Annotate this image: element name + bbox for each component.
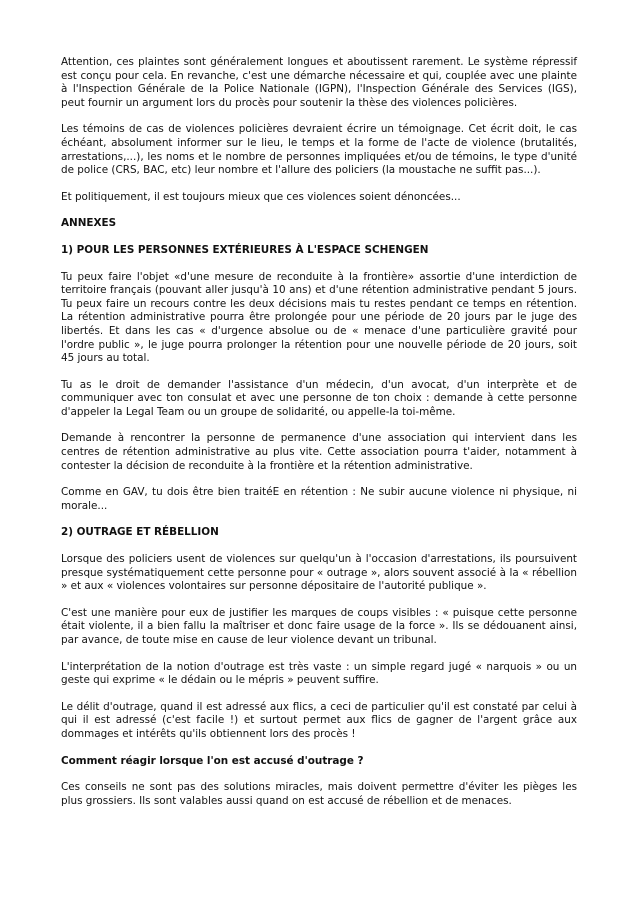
paragraph-droits: Tu as le droit de demander l'assistance d'un médecin, d'un avocat, d'un interprète et de communiquer avec ton consulat et avec une personne de ton choix : demande à cette personne d'appeler la Legal Team ou un groupe de solidarité, ou appelle-la toi-même. [61, 378, 577, 418]
paragraph-plaintes: Attention, ces plaintes sont généralement longues et aboutissent rarement. Le système répressif est conçu pour cela. En revanche, c'est une démarche nécessaire et qui, couplée avec une plainte à l'Inspection Générale de la Police Nationale (IGPN), l'Inspection Générale des Services (IGS), peut fournir un argument lors du procès pour soutenir la thèse des violences policières. [61, 56, 577, 109]
paragraph-interpretation: L'interprétation de la notion d'outrage est très vaste : un simple regard jugé « narquois » ou un geste qui exprime « le dédain ou le mépris » peuvent suffire. [61, 660, 577, 687]
heading-comment-reagir: Comment réagir lorsque l'on est accusé d'outrage ? [61, 754, 364, 767]
paragraph-temoins: Les témoins de cas de violences policières devraient écrire un témoignage. Cet écrit doit, le cas échéant, absolument informer sur le lieu, le temps et la forme de l'acte de violence (brutalités, arrestations,...), les noms et le nombre de personnes impliquées et/ou de témoins, le type d'unité de police (CRS, BAC, etc) leur nombre et l'allure des policiers (la moustache ne suffit pas...). [61, 123, 577, 177]
paragraph-association: Demande à rencontrer la personne de permanence d'une association qui intervient dans les centres de rétention administrative au plus vite. Cette association pourra t'aider, notamment à contester la décision de reconduite à la frontière et la rétention administrative. [61, 432, 577, 472]
heading-outrage: 2) OUTRAGE ET RÉBELLION [61, 526, 219, 539]
paragraph-reconduite: Tu peux faire l'objet «d'une mesure de reconduite à la frontière» assortie d'une interdiction de territoire français (pouvant aller jusqu'à 10 ans) et d'une rétention administrative pendant 5 jours. Tu peux faire un recours contre les deux décisions mais tu restes pendant ce temps en rétention. La rétention administrative pourra être prolongée pour une période de 20 jours par le juge des libertés. Et dans les cas « d'urgence absolue ou de « menace d'une particulière gravité pour l'ordre public », le juge pourra prolonger la rétention pour une nouvelle période de 20 jours, soit 45 jours au total. [61, 270, 577, 365]
heading-annexes: ANNEXES [61, 217, 117, 230]
paragraph-delit: Le délit d'outrage, quand il est adressé aux flics, a ceci de particulier qu'il est constaté par celui à qui il est adressé (c'est facile !) et surtout permet aux flics de gagner de l'argent grâce aux dommages et intérêts qu'ils obtiennent lors des procès ! [61, 700, 577, 740]
paragraph-justifier: C'est une manière pour eux de justifier les marques de coups visibles : « puisque cette personne était violente, il a bien fallu la maîtriser et donc faire usage de la force ». Ils se dédouanent ainsi, par avance, de toute mise en cause de leur violence devant un tribunal. [61, 606, 577, 646]
document-page [61, 56, 577, 821]
paragraph-politique: Et politiquement, il est toujours mieux que ces violences soient dénoncées... [61, 190, 461, 203]
heading-schengen: 1) POUR LES PERSONNES EXTÉRIEURES À L'ESPACE SCHENGEN [61, 243, 429, 256]
paragraph-gav: Comme en GAV, tu dois être bien traitéE en rétention : Ne subir aucune violence ni physique, ni morale... [61, 486, 577, 512]
paragraph-violences: Lorsque des policiers usent de violences sur quelqu'un à l'occasion d'arrestations, ils poursuivent presque systématiquement cette personne pour « outrage », alors souvent associé à la « rébellion » et aux « violences volontaires sur personne dépositaire de l'autorité publique ». [61, 553, 577, 593]
paragraph-conseils: Ces conseils ne sont pas des solutions miracles, mais doivent permettre d'éviter les pièges les plus grossiers. Ils sont valables aussi quand on est accusé de rébellion et de menaces. [61, 781, 577, 807]
